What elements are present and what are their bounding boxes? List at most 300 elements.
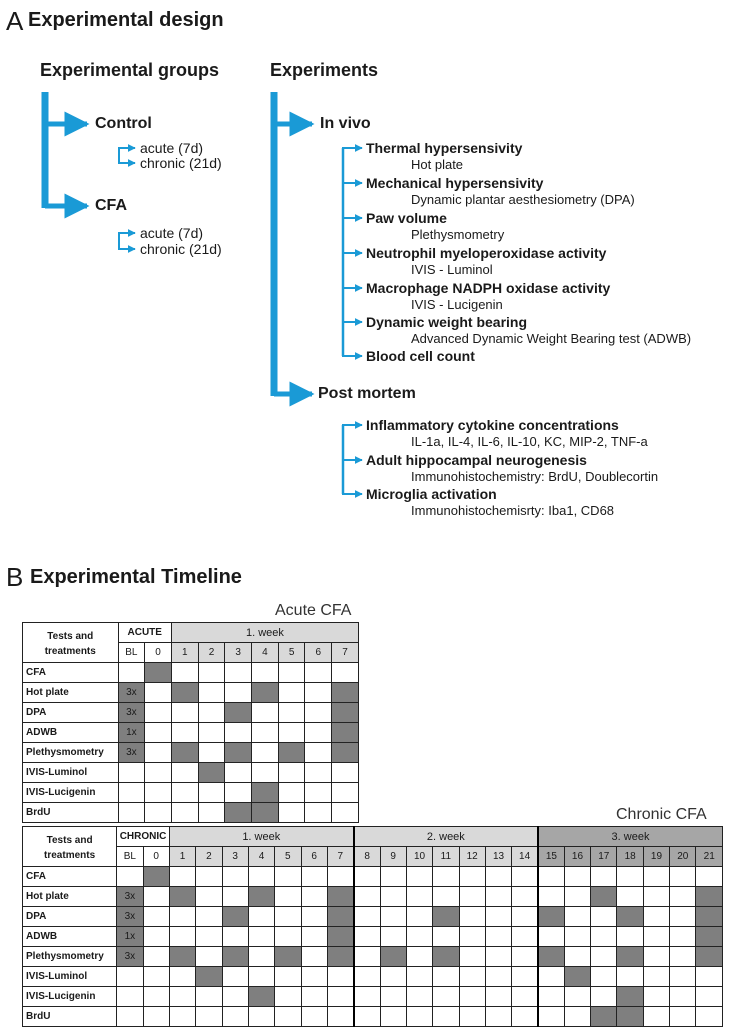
- day-label: 3: [222, 847, 248, 867]
- day-label: 18: [617, 847, 643, 867]
- day-cell: [305, 743, 332, 763]
- day-cell: [564, 927, 590, 947]
- day-label: 6: [301, 847, 327, 867]
- table-row: [23, 703, 359, 723]
- day-label: 16: [564, 847, 590, 867]
- day-label: 6: [305, 643, 332, 663]
- day-cell: [406, 947, 432, 967]
- day-cell: [198, 723, 225, 743]
- baseline-cell: [118, 783, 145, 803]
- table-row: [23, 947, 723, 967]
- day-label: 5: [278, 643, 305, 663]
- row-label: DPA: [23, 703, 119, 723]
- day-cell: [459, 947, 485, 967]
- day-label: 7: [332, 643, 359, 663]
- exp-method: IVIS - Lucigenin: [411, 297, 503, 312]
- phase-label: ACUTE: [118, 623, 171, 643]
- day-cell: [406, 867, 432, 887]
- day-cell: [169, 887, 195, 907]
- exp-name: Paw volume: [366, 210, 447, 226]
- cfa-acute: acute (7d): [140, 225, 204, 241]
- day-cell: [171, 683, 198, 703]
- day-cell: [538, 867, 564, 887]
- day-cell: [252, 683, 279, 703]
- day-cell: [305, 683, 332, 703]
- day-cell: [485, 987, 511, 1007]
- day-cell: [643, 927, 669, 947]
- week-header: 2. week: [354, 827, 538, 847]
- day-cell: [275, 867, 301, 887]
- day-label: 1: [169, 847, 195, 867]
- row-label: Plethysmometry: [23, 947, 117, 967]
- day-label: 15: [538, 847, 564, 867]
- day-cell: [225, 723, 252, 743]
- experiments-heading: Experiments: [270, 60, 379, 80]
- day-cell: [171, 703, 198, 723]
- day-cell: [248, 947, 274, 967]
- day-cell: [305, 803, 332, 823]
- baseline-cell: 1x: [118, 723, 145, 743]
- day-cell: [145, 783, 172, 803]
- day-cell: [225, 763, 252, 783]
- day-cell: [145, 743, 172, 763]
- day-cell: [225, 803, 252, 823]
- day-cell: [512, 907, 538, 927]
- acute-timeline-table: [22, 622, 359, 823]
- day-cell: [222, 867, 248, 887]
- day-cell: [301, 967, 327, 987]
- day-cell: [459, 887, 485, 907]
- day-label: 3: [225, 643, 252, 663]
- day-cell: [617, 927, 643, 947]
- exp-name: Thermal hypersensivity: [366, 140, 523, 156]
- phase-label: CHRONIC: [117, 827, 170, 847]
- day-cell: [171, 723, 198, 743]
- exp-method: Immunohistochemistry: BrdU, Doublecortin: [411, 469, 659, 484]
- day-cell: [485, 867, 511, 887]
- section-b-letter: B: [6, 562, 24, 592]
- day-cell: [252, 663, 279, 683]
- day-cell: [617, 947, 643, 967]
- chronic-table-title: Chronic CFA: [616, 806, 707, 823]
- day-cell: [591, 947, 617, 967]
- day-cell: [145, 683, 172, 703]
- day-cell: [643, 867, 669, 887]
- exp-name: Neutrophil myeloperoxidase activity: [366, 245, 607, 261]
- day-cell: [171, 743, 198, 763]
- day-cell: [305, 663, 332, 683]
- table-row: [23, 763, 359, 783]
- baseline-cell: [118, 763, 145, 783]
- day-cell: [327, 887, 353, 907]
- day-label: 10: [406, 847, 432, 867]
- day-cell: [196, 887, 222, 907]
- table-row: [23, 683, 359, 703]
- day-cell: [171, 763, 198, 783]
- day-cell: [327, 987, 353, 1007]
- day-cell: [696, 887, 723, 907]
- day-cell: [198, 763, 225, 783]
- row-label: IVIS-Lucigenin: [23, 987, 117, 1007]
- chronic-timeline-table: [22, 826, 723, 1027]
- day-cell: [643, 947, 669, 967]
- day-cell: [512, 927, 538, 947]
- day-cell: [617, 987, 643, 1007]
- day-cell: [512, 867, 538, 887]
- exp-name: Mechanical hypersensivity: [366, 175, 544, 191]
- table-row: [23, 887, 723, 907]
- table-row: [23, 927, 723, 947]
- day-cell: [354, 867, 380, 887]
- day-cell: [225, 683, 252, 703]
- day-cell: [617, 967, 643, 987]
- day-label: 0: [143, 847, 169, 867]
- day-cell: [380, 887, 406, 907]
- day-cell: [252, 703, 279, 723]
- day-cell: [433, 987, 459, 1007]
- day-cell: [564, 967, 590, 987]
- day-cell: [275, 907, 301, 927]
- exp-method: Advanced Dynamic Weight Bearing test (ADWB): [411, 331, 692, 346]
- day-cell: [696, 907, 723, 927]
- day-cell: [564, 987, 590, 1007]
- day-cell: [332, 763, 359, 783]
- day-cell: [643, 987, 669, 1007]
- tests-header-line1: Tests and: [46, 834, 93, 846]
- day-label: 4: [252, 643, 279, 663]
- day-cell: [327, 967, 353, 987]
- day-cell: [485, 887, 511, 907]
- day-cell: [670, 927, 696, 947]
- table-row: [23, 663, 359, 683]
- day-cell: [538, 967, 564, 987]
- table-row: [23, 723, 359, 743]
- day-cell: [696, 967, 723, 987]
- day-cell: [252, 723, 279, 743]
- day-cell: [305, 763, 332, 783]
- day-cell: [459, 927, 485, 947]
- day-cell: [538, 887, 564, 907]
- baseline-cell: [118, 803, 145, 823]
- tests-header: [23, 827, 117, 867]
- day-cell: [354, 907, 380, 927]
- exp-method: Immunohistochemisrty: Iba1, CD68: [411, 503, 615, 518]
- baseline-cell: [117, 867, 143, 887]
- day-cell: [248, 927, 274, 947]
- day-cell: [222, 987, 248, 1007]
- day-cell: [406, 887, 432, 907]
- day-cell: [222, 947, 248, 967]
- day-cell: [354, 967, 380, 987]
- day-cell: [301, 887, 327, 907]
- groups-heading: Experimental groups: [40, 60, 220, 80]
- day-cell: [433, 867, 459, 887]
- day-cell: [564, 907, 590, 927]
- day-cell: [591, 967, 617, 987]
- day-cell: [459, 867, 485, 887]
- day-cell: [275, 947, 301, 967]
- table-row: [23, 967, 723, 987]
- day-cell: [485, 927, 511, 947]
- section-b-title: Experimental Timeline: [30, 566, 242, 588]
- day-label: 8: [354, 847, 380, 867]
- baseline-cell: 3x: [118, 743, 145, 763]
- day-cell: [643, 907, 669, 927]
- day-cell: [380, 987, 406, 1007]
- exp-name: Blood cell count: [366, 348, 475, 364]
- day-cell: [278, 703, 305, 723]
- day-cell: [643, 887, 669, 907]
- control-chronic: chronic (21d): [140, 155, 222, 171]
- exp-name: Adult hippocampal neurogenesis: [366, 452, 587, 468]
- day-cell: [380, 867, 406, 887]
- day-cell: [196, 947, 222, 967]
- day-cell: [332, 723, 359, 743]
- day-label: 20: [670, 847, 696, 867]
- row-label: IVIS-Luminol: [23, 763, 119, 783]
- group-cfa: CFA: [95, 197, 127, 214]
- day-cell: [670, 887, 696, 907]
- row-label: ADWB: [23, 723, 119, 743]
- day-cell: [512, 947, 538, 967]
- day-cell: [406, 967, 432, 987]
- day-cell: [171, 783, 198, 803]
- day-cell: [380, 947, 406, 967]
- day-cell: [248, 967, 274, 987]
- day-cell: [459, 907, 485, 927]
- day-cell: [222, 927, 248, 947]
- day-cell: [143, 927, 169, 947]
- day-cell: [327, 867, 353, 887]
- day-cell: [591, 987, 617, 1007]
- day-cell: [275, 967, 301, 987]
- day-cell: [459, 967, 485, 987]
- day-cell: [538, 947, 564, 967]
- day-cell: [248, 867, 274, 887]
- row-label: Plethysmometry: [23, 743, 119, 763]
- day-cell: [198, 663, 225, 683]
- day-cell: [406, 987, 432, 1007]
- row-label: CFA: [23, 663, 119, 683]
- day-cell: [169, 947, 195, 967]
- day-cell: [433, 907, 459, 927]
- day-cell: [143, 867, 169, 887]
- day-cell: [591, 887, 617, 907]
- day-cell: [301, 907, 327, 927]
- day-cell: [670, 867, 696, 887]
- day-label: 2: [196, 847, 222, 867]
- day-cell: [275, 927, 301, 947]
- day-cell: [222, 887, 248, 907]
- exp-name: Macrophage NADPH oxidase activity: [366, 280, 611, 296]
- row-label: Hot plate: [23, 887, 117, 907]
- day-cell: [512, 987, 538, 1007]
- day-cell: [433, 967, 459, 987]
- day-label: BL: [117, 847, 143, 867]
- day-cell: [301, 987, 327, 1007]
- day-cell: [222, 907, 248, 927]
- day-cell: [670, 987, 696, 1007]
- in-vivo-label: In vivo: [320, 115, 371, 132]
- day-cell: [564, 887, 590, 907]
- day-cell: [380, 907, 406, 927]
- day-cell: [591, 927, 617, 947]
- day-cell: [406, 907, 432, 927]
- row-label: ADWB: [23, 927, 117, 947]
- day-cell: [278, 723, 305, 743]
- day-cell: [380, 927, 406, 947]
- day-cell: [171, 663, 198, 683]
- day-cell: [670, 967, 696, 987]
- day-cell: [145, 703, 172, 723]
- day-cell: [591, 907, 617, 927]
- row-label: IVIS-Luminol: [23, 967, 117, 987]
- day-cell: [252, 763, 279, 783]
- baseline-cell: 3x: [118, 703, 145, 723]
- day-label: 13: [485, 847, 511, 867]
- day-cell: [538, 907, 564, 927]
- row-label: IVIS-Lucigenin: [23, 783, 119, 803]
- day-cell: [225, 703, 252, 723]
- day-cell: [332, 783, 359, 803]
- day-cell: [145, 803, 172, 823]
- day-cell: [433, 947, 459, 967]
- day-cell: [564, 867, 590, 887]
- day-cell: [252, 803, 279, 823]
- day-label: 5: [275, 847, 301, 867]
- day-cell: [305, 783, 332, 803]
- exp-name: Dynamic weight bearing: [366, 314, 528, 330]
- day-cell: [198, 743, 225, 763]
- day-label: 0: [145, 643, 172, 663]
- exp-name: Microglia activation: [366, 486, 497, 502]
- day-cell: [196, 987, 222, 1007]
- day-cell: [459, 987, 485, 1007]
- day-label: 17: [591, 847, 617, 867]
- day-cell: [354, 987, 380, 1007]
- day-cell: [301, 927, 327, 947]
- day-cell: [248, 887, 274, 907]
- day-cell: [196, 927, 222, 947]
- day-cell: [278, 663, 305, 683]
- day-cell: [198, 783, 225, 803]
- day-cell: [145, 763, 172, 783]
- day-cell: [354, 887, 380, 907]
- day-cell: [248, 987, 274, 1007]
- table-row: [23, 803, 359, 823]
- day-label: 7: [327, 847, 353, 867]
- day-cell: [252, 743, 279, 763]
- control-acute: acute (7d): [140, 140, 204, 156]
- day-cell: [278, 803, 305, 823]
- day-label: 12: [459, 847, 485, 867]
- day-cell: [143, 907, 169, 927]
- day-cell: [512, 967, 538, 987]
- day-cell: [433, 927, 459, 947]
- day-label: 21: [696, 847, 723, 867]
- day-cell: [196, 867, 222, 887]
- day-cell: [169, 867, 195, 887]
- tests-header-line1: Tests and: [47, 630, 94, 642]
- day-label: 9: [380, 847, 406, 867]
- day-label: BL: [118, 643, 145, 663]
- day-cell: [225, 783, 252, 803]
- week-header: 1. week: [169, 827, 353, 847]
- day-cell: [169, 967, 195, 987]
- section-a-title: Experimental design: [28, 9, 224, 31]
- day-cell: [332, 683, 359, 703]
- day-cell: [301, 867, 327, 887]
- tests-header: [23, 623, 119, 663]
- day-label: 4: [248, 847, 274, 867]
- day-label: 14: [512, 847, 538, 867]
- acute-table-title: Acute CFA: [275, 602, 352, 619]
- day-cell: [143, 987, 169, 1007]
- day-cell: [198, 703, 225, 723]
- exp-method: Hot plate: [411, 157, 464, 172]
- day-cell: [433, 887, 459, 907]
- day-cell: [305, 723, 332, 743]
- table-row: [23, 783, 359, 803]
- day-cell: [275, 887, 301, 907]
- row-label: CFA: [23, 867, 117, 887]
- day-cell: [278, 783, 305, 803]
- group-control: Control: [95, 115, 152, 132]
- day-cell: [327, 927, 353, 947]
- day-cell: [301, 947, 327, 967]
- day-label: 2: [198, 643, 225, 663]
- day-cell: [145, 663, 172, 683]
- day-cell: [196, 967, 222, 987]
- row-label: BrdU: [23, 1007, 117, 1027]
- day-cell: [143, 947, 169, 967]
- exp-method: IL-1a, IL-4, IL-6, IL-10, KC, MIP-2, TNF-a: [411, 434, 648, 449]
- day-cell: [169, 987, 195, 1007]
- day-cell: [248, 907, 274, 927]
- baseline-cell: 3x: [117, 907, 143, 927]
- day-cell: [305, 703, 332, 723]
- day-cell: [169, 927, 195, 947]
- day-cell: [332, 803, 359, 823]
- exp-method: IVIS - Luminol: [411, 262, 493, 277]
- week-header: 1. week: [171, 623, 358, 643]
- day-cell: [354, 947, 380, 967]
- row-label: Hot plate: [23, 683, 119, 703]
- baseline-cell: 3x: [118, 683, 145, 703]
- day-cell: [670, 947, 696, 967]
- day-cell: [225, 663, 252, 683]
- baseline-cell: [118, 663, 145, 683]
- day-cell: [696, 867, 723, 887]
- day-cell: [171, 803, 198, 823]
- day-cell: [354, 927, 380, 947]
- day-cell: [198, 803, 225, 823]
- day-cell: [617, 887, 643, 907]
- day-cell: [564, 947, 590, 967]
- table-row: [23, 907, 723, 927]
- day-cell: [196, 907, 222, 927]
- day-cell: [327, 907, 353, 927]
- day-label: 11: [433, 847, 459, 867]
- day-cell: [278, 743, 305, 763]
- day-cell: [332, 663, 359, 683]
- day-cell: [143, 967, 169, 987]
- baseline-cell: 1x: [117, 927, 143, 947]
- table-row: [23, 743, 359, 763]
- baseline-cell: [117, 967, 143, 987]
- day-cell: [538, 927, 564, 947]
- day-cell: [485, 967, 511, 987]
